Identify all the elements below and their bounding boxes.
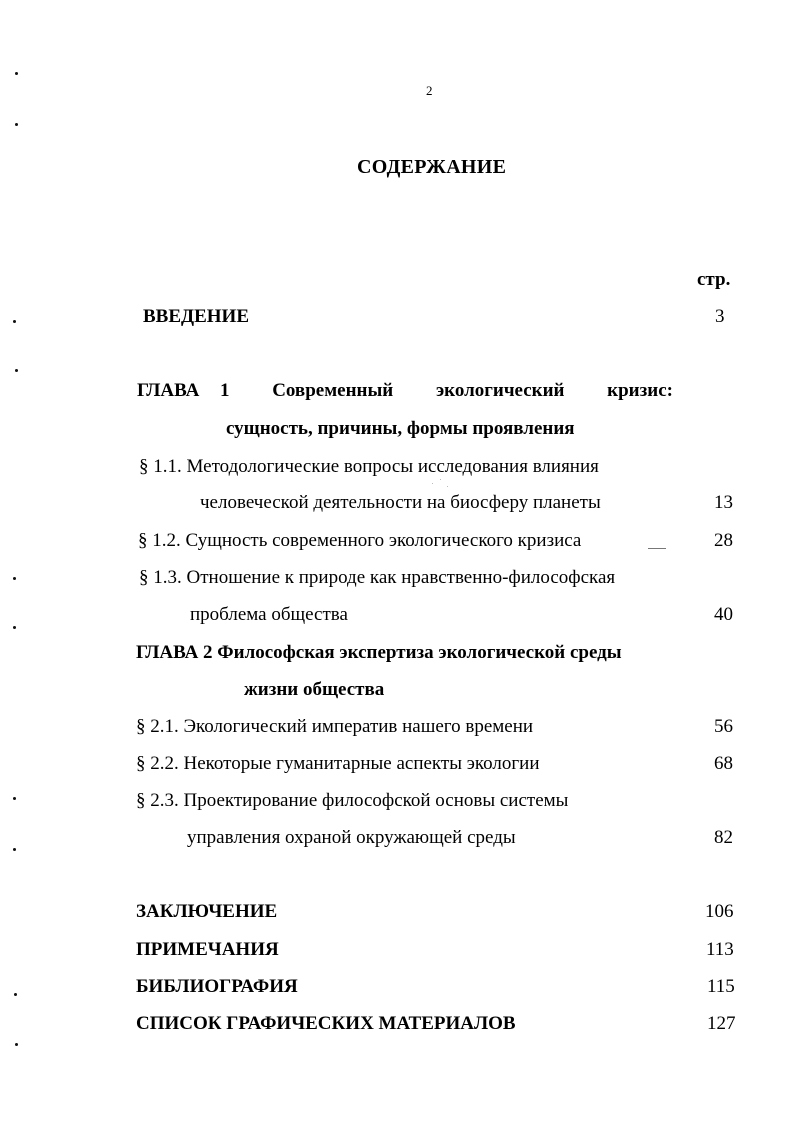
scan-dot [15, 72, 18, 75]
toc-section-2-2-page: 68 [714, 753, 733, 774]
toc-section-1-3-page: 40 [714, 604, 733, 625]
toc-section-1-2: § 1.2. Сущность современного экологического кризиса [138, 530, 582, 551]
toc-notes-page: 113 [706, 939, 734, 960]
toc-section-2-1-page: 56 [714, 716, 733, 737]
toc-section-1-3-line2: проблема общества [190, 604, 348, 625]
scan-dot [15, 369, 18, 372]
scan-dash [648, 548, 666, 549]
scan-dot [13, 797, 16, 800]
chapter1-word: экологический [435, 380, 565, 401]
scan-dot [13, 626, 16, 629]
toc-introduction-page: 3 [715, 306, 725, 327]
toc-section-2-3: § 2.3. Проектирование философской основы системы [136, 790, 569, 811]
toc-graphics-list-page: 127 [707, 1013, 736, 1034]
chapter1-word: ГЛАВА [137, 380, 200, 401]
page-title: СОДЕРЖАНИЕ [357, 156, 507, 178]
toc-conclusion-label: ЗАКЛЮЧЕНИЕ [136, 901, 278, 922]
toc-bibliography-label: БИБЛИОГРАФИЯ [136, 976, 298, 997]
toc-chapter2-heading-line2: жизни общества [244, 679, 385, 700]
scan-dot [15, 1043, 18, 1046]
toc-bibliography-page: 115 [707, 976, 735, 997]
scan-speck [447, 486, 448, 487]
toc-conclusion-page: 106 [705, 901, 734, 922]
toc-graphics-list-label: СПИСОК ГРАФИЧЕСКИХ МАТЕРИАЛОВ [136, 1013, 516, 1034]
toc-section-1-1: § 1.1. Методологические вопросы исследования влияния [139, 456, 599, 477]
scan-dot [13, 848, 16, 851]
chapter1-word: 1 [220, 380, 230, 401]
scan-dot [13, 320, 16, 323]
toc-chapter1-heading [137, 380, 673, 402]
chapter1-word: Современный [272, 380, 394, 401]
scan-speck [432, 483, 433, 484]
page-number: 2 [426, 83, 433, 98]
scan-speck [440, 479, 441, 480]
scan-dot [13, 577, 16, 580]
toc-section-1-2-page: 28 [714, 530, 733, 551]
scan-dot [15, 123, 18, 126]
toc-section-2-3-line2: управления охраной окружающей среды [187, 827, 516, 848]
toc-section-2-2: § 2.2. Некоторые гуманитарные аспекты экологии [136, 753, 540, 774]
chapter1-word: кризис: [607, 380, 673, 401]
toc-introduction-label: ВВЕДЕНИЕ [143, 306, 249, 327]
toc-chapter2-heading: ГЛАВА 2 Философская экспертиза экологической среды [136, 642, 622, 663]
toc-section-1-1-page: 13 [714, 492, 733, 513]
toc-section-1-1-line2: человеческой деятельности на биосферу планеты [200, 492, 601, 513]
toc-section-2-3-page: 82 [714, 827, 733, 848]
toc-section-1-3: § 1.3. Отношение к природе как нравственно-философская [139, 567, 616, 588]
page-column-header: стр. [697, 269, 731, 290]
scan-dot [14, 993, 17, 996]
toc-chapter1-heading-line2: сущность, причины, формы проявления [226, 418, 575, 439]
toc-notes-label: ПРИМЕЧАНИЯ [136, 939, 279, 960]
toc-section-2-1: § 2.1. Экологический императив нашего времени [136, 716, 534, 737]
